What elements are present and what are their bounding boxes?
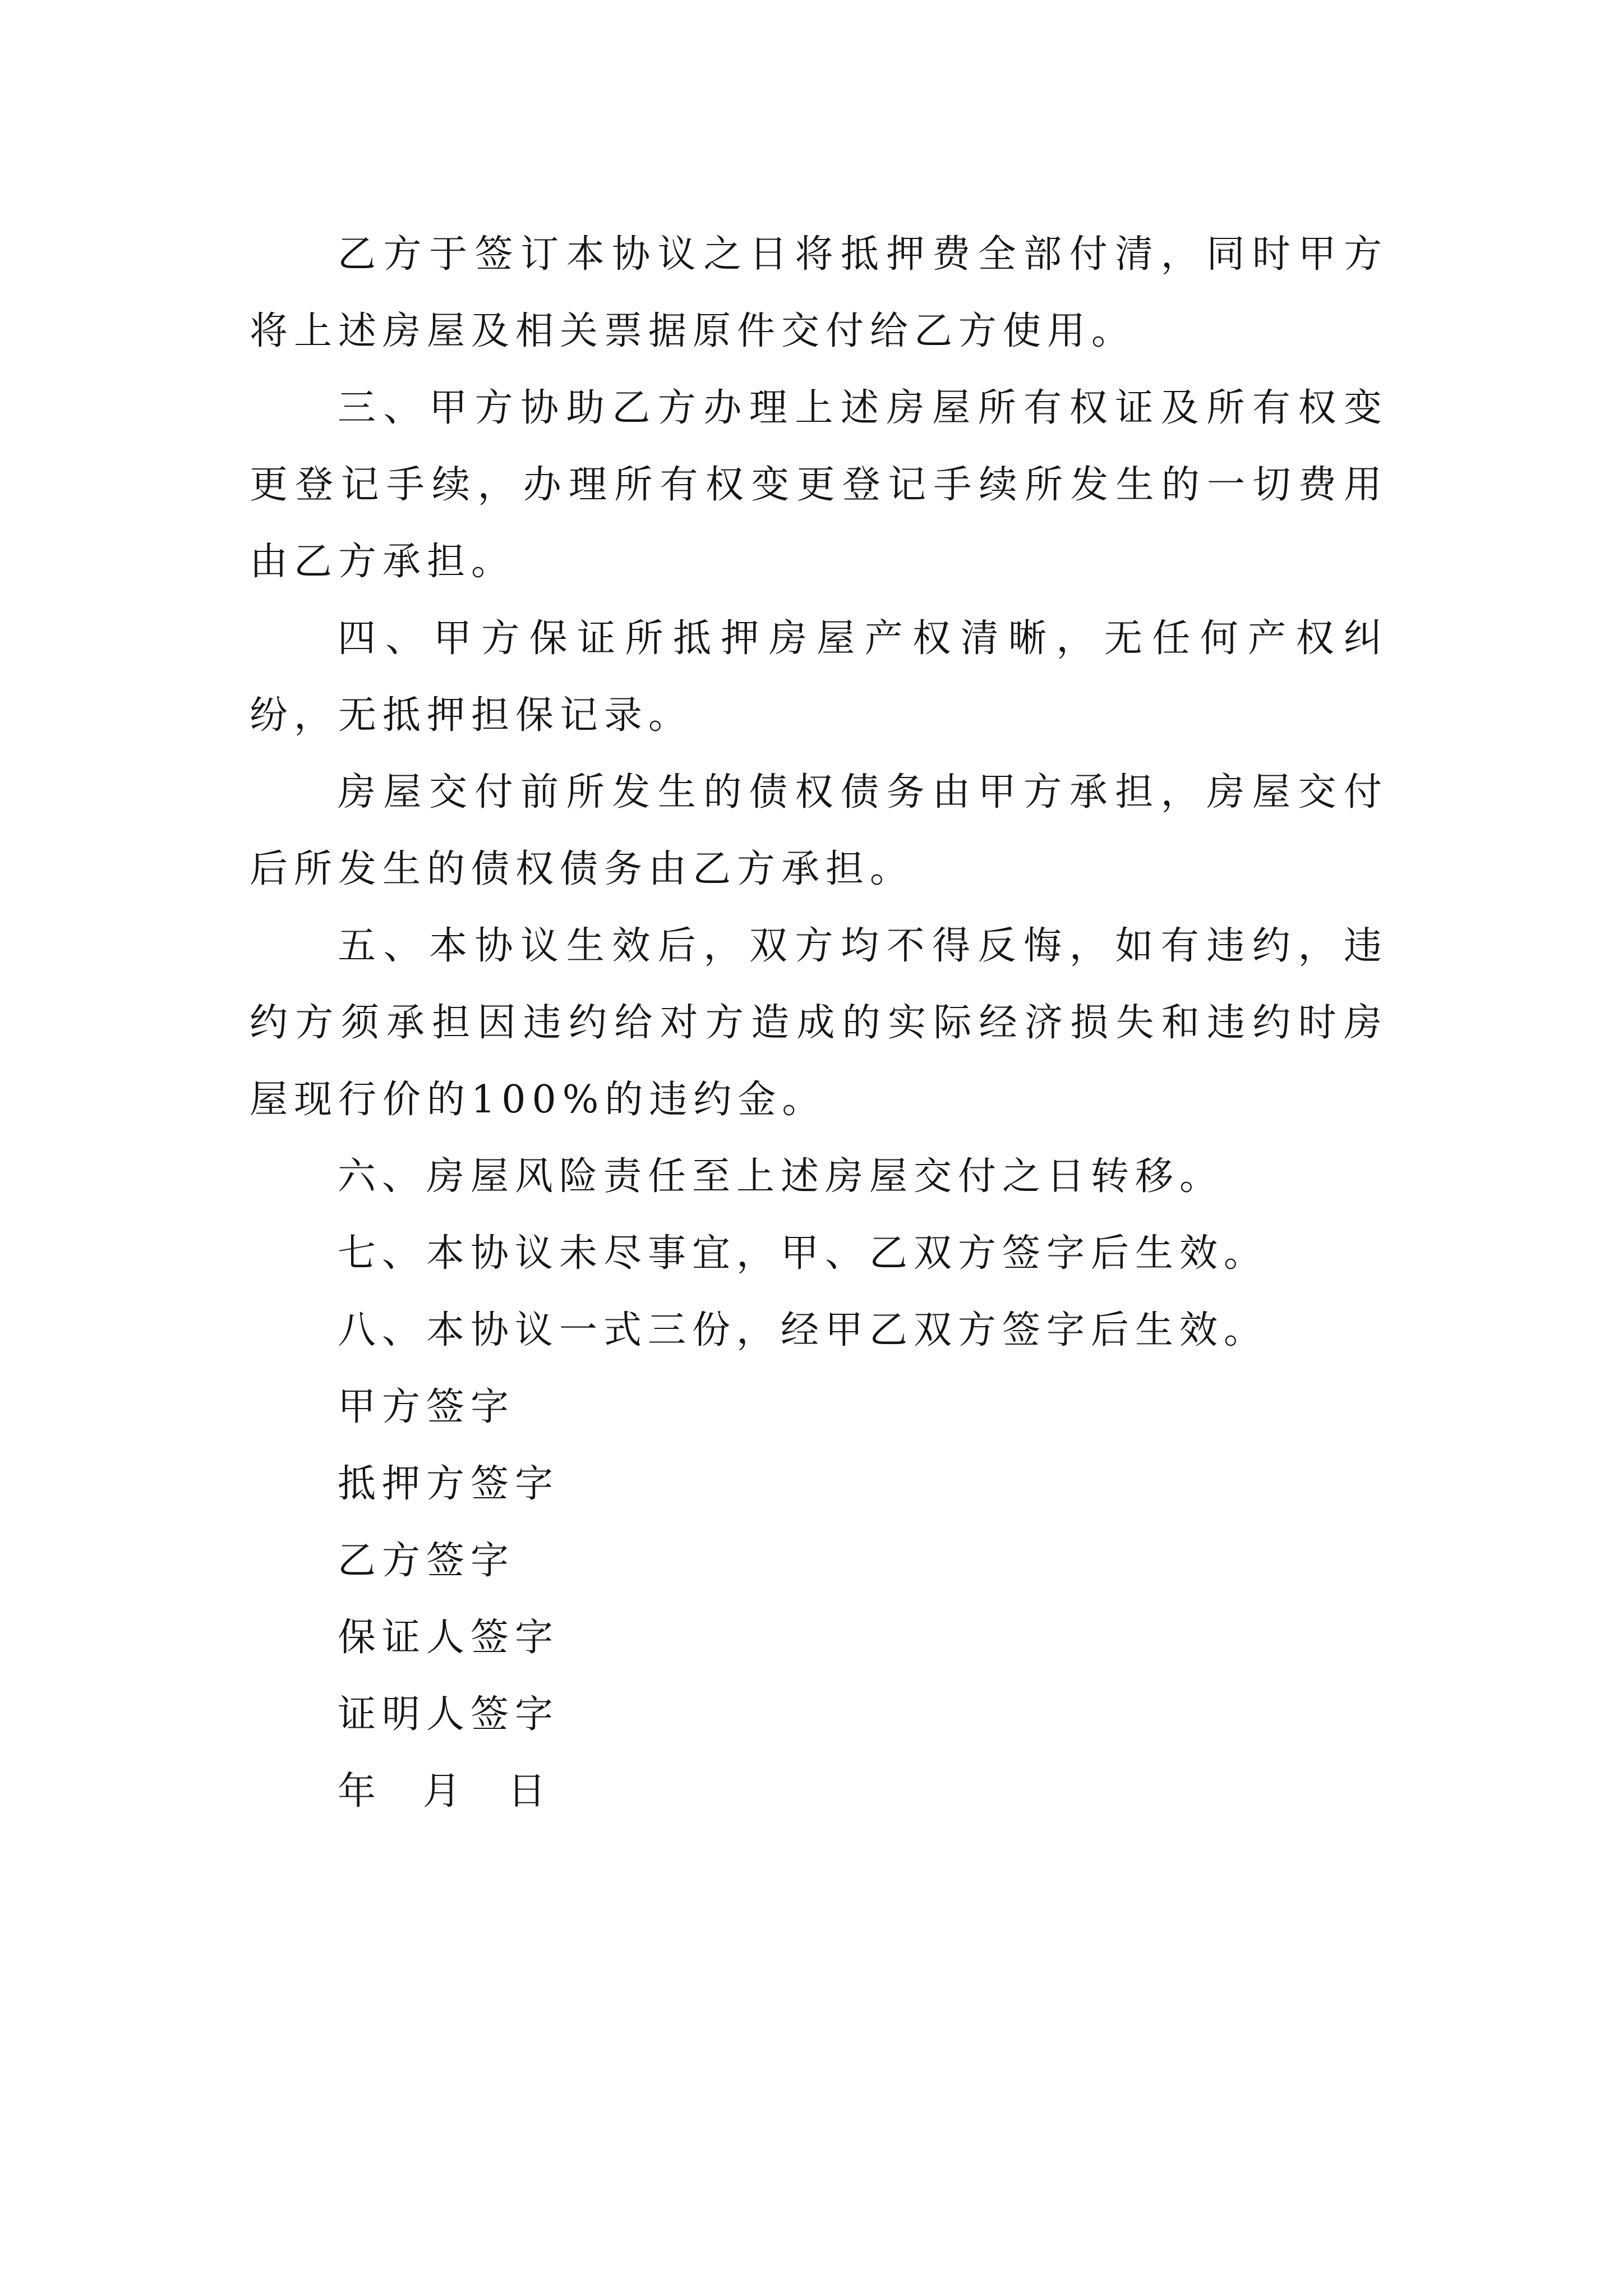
signature-witness: 证明人签字	[338, 1692, 560, 1737]
paragraph-clause-3: 三、甲方协助乙方办理上述房屋所有权证及所有权变更登记手续，办理所有权变更登记手续所发生的一切费用由乙方承担。	[250, 386, 1388, 584]
paragraph-payment-delivery: 乙方于签订本协议之日将抵押费全部付清，同时甲方将上述房屋及相关票据原件交付给乙方使用。	[250, 232, 1388, 353]
signature-mortgagor: 抵押方签字	[338, 1462, 560, 1506]
document-body	[250, 216, 1388, 1830]
paragraph-clause-7: 七、本协议未尽事宜，甲、乙双方签字后生效。	[338, 1231, 1269, 1276]
paragraph-clause-8: 八、本协议一式三份，经甲乙双方签字后生效。	[338, 1308, 1269, 1352]
paragraph-debts: 房屋交付前所发生的债权债务由甲方承担，房屋交付后所发生的债权债务由乙方承担。	[250, 770, 1388, 891]
date-line: 年 月 日	[338, 1769, 552, 1814]
paragraph-clause-6: 六、房屋风险责任至上述房屋交付之日转移。	[338, 1154, 1224, 1199]
paragraph-clause-5: 五、本协议生效后，双方均不得反悔，如有违约，违约方须承担因违约给对方造成的实际经济损失和违约时房屋现行价的100%的违约金。	[250, 924, 1388, 1122]
signature-party-b: 乙方签字	[338, 1539, 515, 1583]
signature-guarantor: 保证人签字	[338, 1616, 560, 1660]
paragraph-clause-4: 四、甲方保证所抵押房屋产权清晰，无任何产权纠纷，无抵押担保记录。	[250, 616, 1388, 738]
signature-party-a: 甲方签字	[338, 1385, 515, 1429]
